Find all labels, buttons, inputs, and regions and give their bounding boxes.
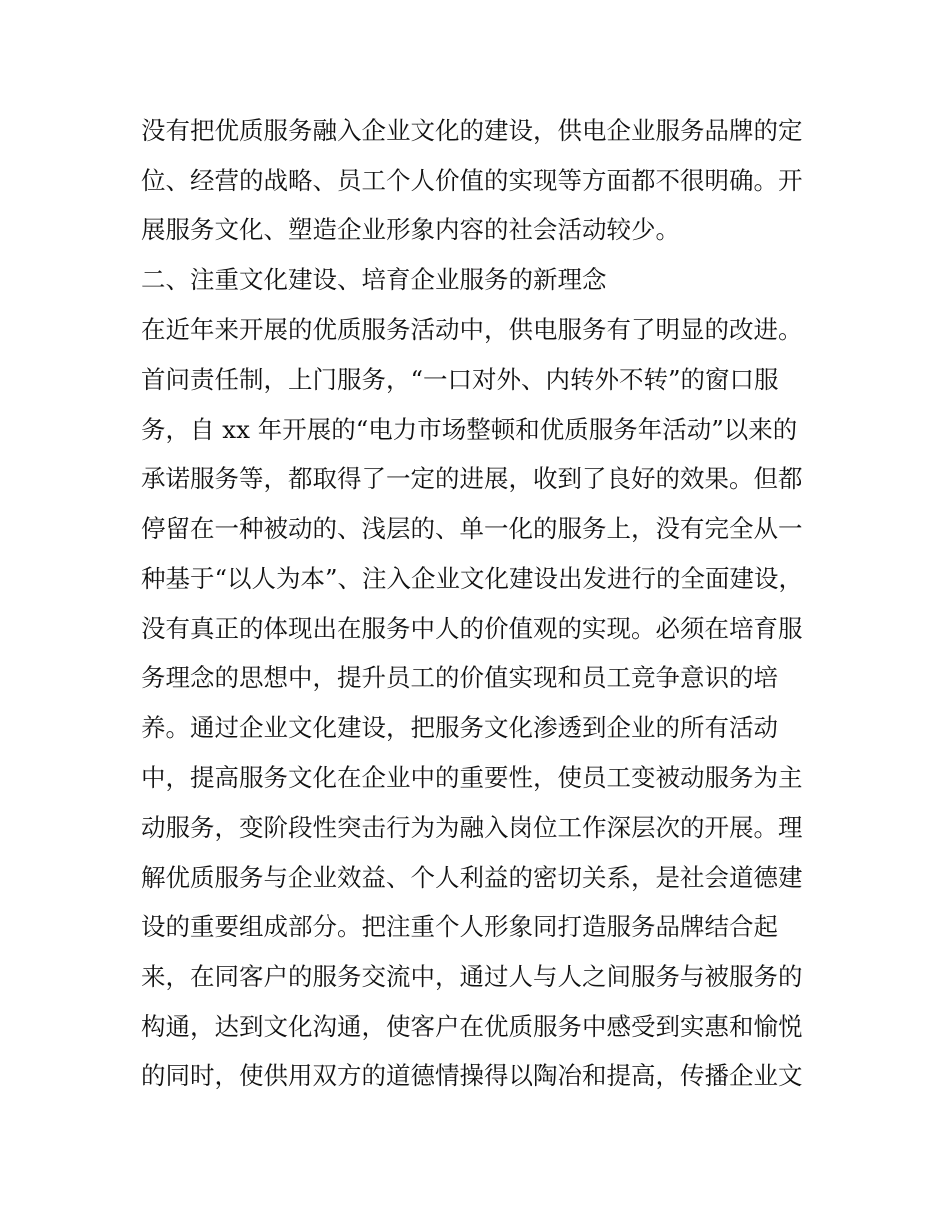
body-text-line-12: 务理念的思想中，提升员工的价值实现和员工竞争意识的培 (141, 663, 778, 692)
body-text-line-17: 设的重要组成部分。把注重个人形象同打造服务品牌结合起 (141, 912, 778, 941)
body-text-line-1: 没有把优质服务融入企业文化的建设，供电企业服务品牌的定 (141, 116, 803, 145)
body-text-line-7: 务，自 xx 年开展的“电力市场整顿和优质服务年活动”以来的 (141, 415, 798, 444)
body-text-line-8: 承诺服务等，都取得了一定的进展，收到了良好的效果。但都 (141, 464, 803, 493)
body-text-line-2: 位、经营的战略、员工个人价值的实现等方面都不很明确。开 (141, 166, 803, 195)
body-text-line-9: 停留在一种被动的、浅层的、单一化的服务上，没有完全从一 (141, 514, 803, 543)
body-text-line-13: 养。通过企业文化建设，把服务文化渗透到企业的所有活动 (141, 713, 778, 742)
body-text-line-19: 构通，达到文化沟通，使客户在优质服务中感受到实惠和愉悦 (141, 1012, 803, 1041)
body-text-line-14: 中，提高服务文化在企业中的重要性，使员工变被动服务为主 (141, 763, 803, 792)
body-text-line-3: 展服务文化、塑造企业形象内容的社会活动较少。 (141, 215, 680, 244)
body-text-line-20: 的同时，使供用双方的道德情操得以陶冶和提高，传播企业文 (141, 1061, 803, 1090)
body-text-line-16: 解优质服务与企业效益、个人利益的密切关系，是社会道德建 (141, 863, 803, 892)
body-text-line-10: 种基于“以人为本”、注入企业文化建设出发进行的全面建设， (141, 564, 804, 593)
body-text-line-11: 没有真正的体现出在服务中人的价值观的实现。必须在培育服 (141, 614, 803, 643)
body-text-line-18: 来，在同客户的服务交流中，通过人与人之间服务与被服务的 (141, 962, 803, 991)
body-text-line-15: 动服务，变阶段性突击行为为融入岗位工作深层次的开展。理 (141, 813, 803, 842)
section-heading: 二、注重文化建设、培育企业服务的新理念 (141, 265, 607, 294)
body-text-line-5: 在近年来开展的优质服务活动中，供电服务有了明显的改进。 (141, 315, 803, 344)
body-text-line-6: 首问责任制，上门服务，“一口对外、内转外不转”的窗口服 (141, 365, 779, 394)
